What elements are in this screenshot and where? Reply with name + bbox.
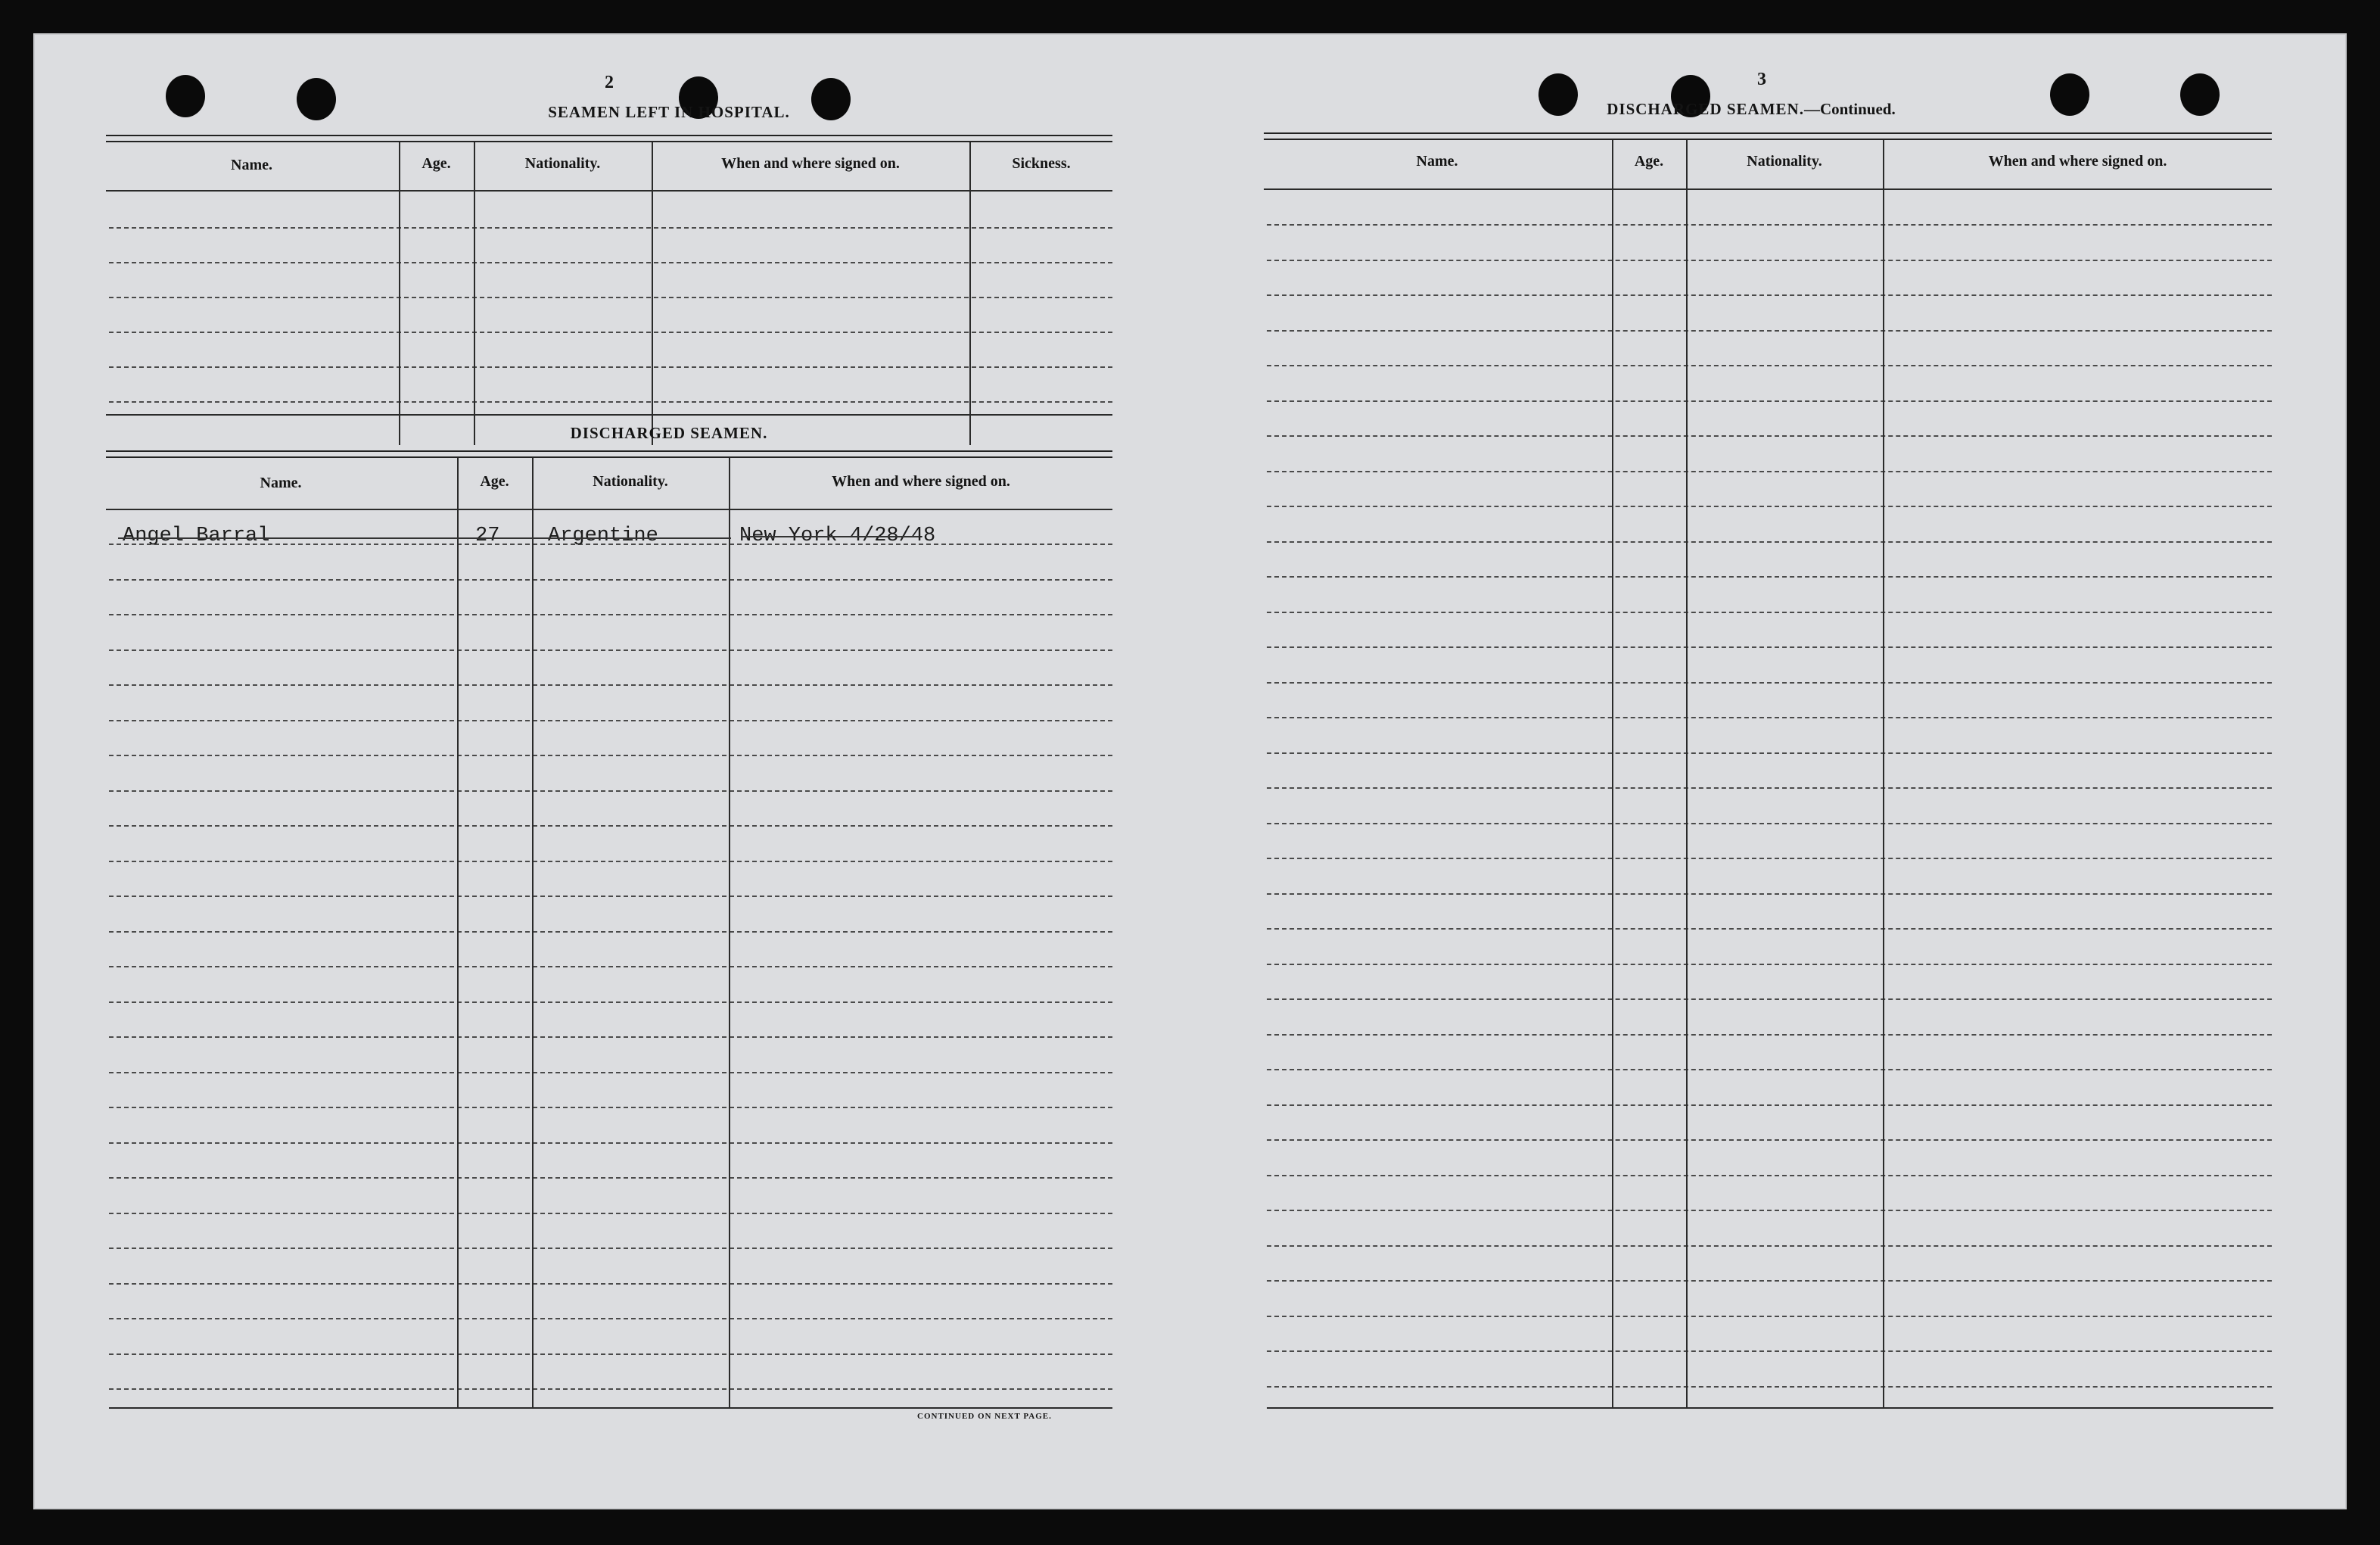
col-header-name: Name. (260, 475, 302, 491)
ruled-line (1267, 1175, 2272, 1176)
ruled-line (109, 366, 1112, 368)
ruled-line (109, 1248, 1112, 1249)
ruled-line (1267, 858, 2272, 859)
column-divider (457, 458, 459, 1409)
ruled-line (1267, 1104, 2272, 1106)
ruled-line (109, 1036, 1112, 1038)
ruled-line (109, 825, 1112, 827)
ruled-line (109, 861, 1112, 862)
ruled-line (109, 755, 1112, 756)
ruled-line (1267, 506, 2272, 507)
column-divider (1883, 140, 1884, 1409)
ruled-line (1267, 893, 2272, 895)
ruled-line (109, 1318, 1112, 1319)
ruled-line (109, 1001, 1112, 1003)
document-sheet (33, 33, 2347, 1509)
ruled-line (1267, 823, 2272, 824)
col-header-nationality: Nationality. (593, 473, 668, 490)
ruled-line (1267, 612, 2272, 613)
punch-hole (2050, 73, 2089, 116)
ruled-line (109, 262, 1112, 263)
ruled-line (109, 684, 1112, 686)
ruled-line (1267, 998, 2272, 1000)
column-divider (652, 142, 653, 445)
ruled-line (1267, 682, 2272, 684)
cell-age: 27 (475, 525, 500, 547)
col-header-name: Name. (1416, 153, 1458, 170)
punch-hole (166, 75, 205, 117)
ruled-line (109, 227, 1112, 229)
column-divider (399, 142, 400, 445)
ruled-line (1267, 260, 2272, 261)
ruled-line (1267, 1069, 2272, 1070)
ruled-line (109, 332, 1112, 333)
column-divider (1686, 140, 1688, 1409)
ruled-line (1267, 646, 2272, 648)
column-divider (1612, 140, 1613, 1409)
ruled-line (1267, 1139, 2272, 1141)
column-divider (969, 142, 971, 445)
punch-hole (297, 78, 336, 120)
ruled-line (109, 1072, 1112, 1073)
col-header-name: Name. (231, 157, 272, 173)
ruled-line (1267, 717, 2272, 718)
ruled-line (109, 1107, 1112, 1108)
continued-note: CONTINUED ON NEXT PAGE. (917, 1412, 1052, 1421)
page-number: 2 (605, 73, 614, 92)
cell-name: Angel Barral (123, 525, 270, 547)
ruled-line (1267, 964, 2272, 965)
ruled-line (109, 790, 1112, 792)
ruled-line (1267, 1245, 2272, 1247)
ruled-line (1267, 752, 2272, 754)
ruled-line (1267, 224, 2272, 226)
header-underline (106, 509, 1112, 510)
col-header-signed-on: When and where signed on. (832, 473, 1010, 490)
column-divider (729, 458, 730, 1409)
strike-line (741, 536, 919, 537)
ruled-line (109, 896, 1112, 897)
ruled-line (1267, 576, 2272, 578)
ruled-line (1267, 1034, 2272, 1036)
ruled-line (109, 579, 1112, 581)
title-main: DISCHARGED SEAMEN. (1607, 100, 1804, 118)
col-header-age: Age. (1634, 153, 1664, 170)
col-header-signed-on: When and where signed on. (1988, 153, 2167, 170)
ruled-line (109, 1353, 1112, 1355)
section-divider (106, 414, 1112, 416)
col-header-sickness: Sickness. (1012, 155, 1071, 172)
ruled-line (109, 297, 1112, 298)
ruled-line (109, 1388, 1112, 1390)
title-suffix: —Continued. (1803, 100, 1896, 118)
ruled-line (1267, 928, 2272, 930)
ruled-line (1267, 1210, 2272, 1211)
ruled-line (109, 931, 1112, 933)
ruled-line (109, 720, 1112, 721)
column-divider (474, 142, 475, 445)
table-top-rule (1264, 132, 2272, 140)
ruled-line (1267, 1316, 2272, 1317)
ruled-line (1267, 787, 2272, 789)
right-section-title (1539, 100, 1963, 119)
ruled-line (1267, 1350, 2272, 1352)
strike-line (118, 537, 731, 539)
ruled-line (109, 1213, 1112, 1214)
table-bottom-rule (109, 1407, 1112, 1409)
ruled-line (109, 1177, 1112, 1179)
col-header-signed-on: When and where signed on. (721, 155, 900, 172)
punch-hole (2180, 73, 2220, 116)
ruled-line (1267, 400, 2272, 402)
ruled-line (1267, 471, 2272, 472)
ruled-line (109, 614, 1112, 615)
ruled-line (1267, 294, 2272, 296)
ruled-line (109, 966, 1112, 967)
header-underline (1264, 188, 2272, 190)
ruled-line (109, 1283, 1112, 1285)
page-number: 3 (1757, 70, 1766, 89)
ruled-line (1267, 365, 2272, 366)
col-header-age: Age. (422, 155, 451, 172)
column-divider (532, 458, 534, 1409)
col-header-nationality: Nationality. (1747, 153, 1822, 170)
ruled-line (109, 401, 1112, 403)
col-header-nationality: Nationality. (524, 155, 601, 172)
cell-nationality: Argentine (548, 525, 658, 547)
ruled-line (1267, 1280, 2272, 1282)
ruled-line (1267, 435, 2272, 437)
table-top-rule (106, 135, 1112, 142)
cell-signed-on: New York 4/28/48 (739, 525, 936, 547)
ruled-line (1267, 1386, 2272, 1388)
header-underline (106, 190, 1112, 192)
discharged-section-title: DISCHARGED SEAMEN. (570, 424, 768, 442)
col-header-age: Age. (480, 473, 509, 490)
ruled-line (1267, 330, 2272, 332)
hospital-section-title: SEAMEN LEFT IN HOSPITAL. (548, 103, 790, 121)
ruled-line (109, 649, 1112, 651)
ruled-line (1267, 541, 2272, 543)
ruled-line (109, 1142, 1112, 1144)
table-bottom-rule (1267, 1407, 2273, 1409)
table-top-rule (106, 450, 1112, 458)
